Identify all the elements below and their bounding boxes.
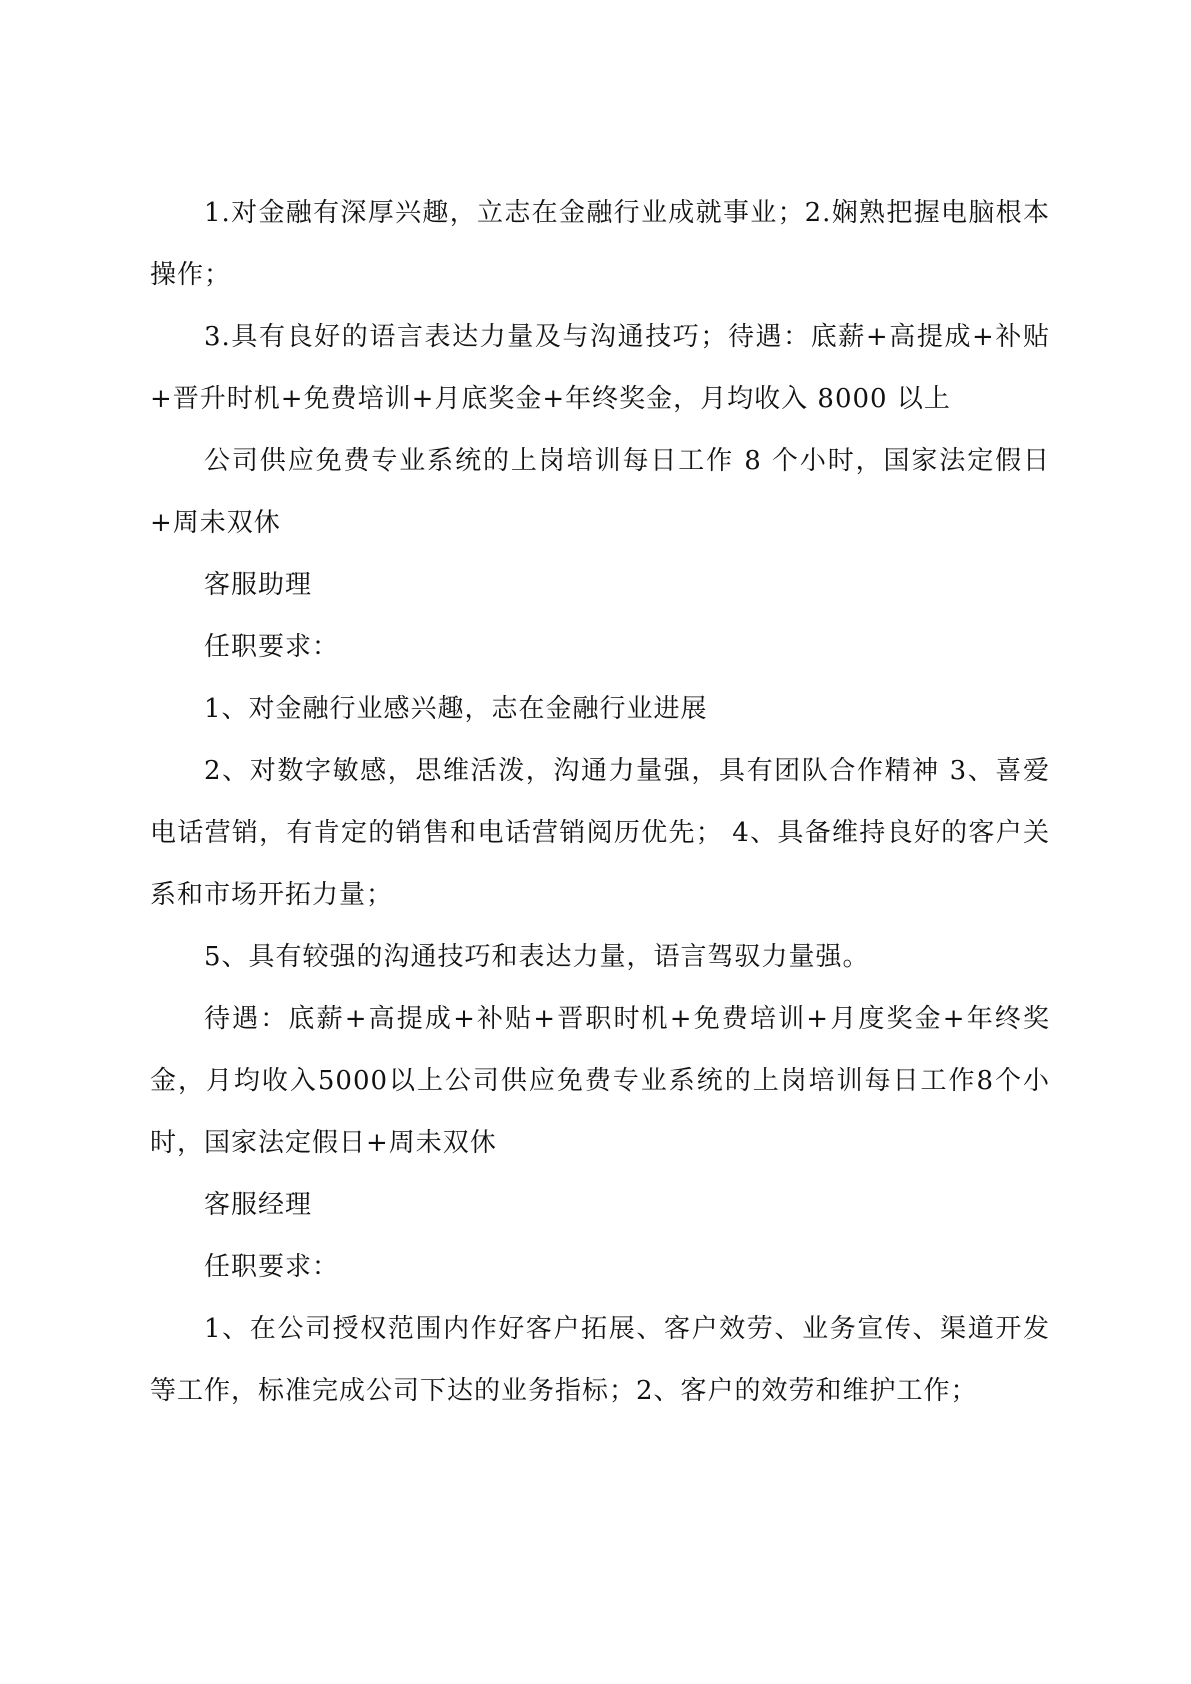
paragraph-training-and-hours: 公司供应免费专业系统的上岗培训每日工作 8 个小时，国家法定假日+周未双休: [150, 446, 1050, 538]
manager-requirements-1-2: 1、在公司授权范围内作好客户拓展、客户效劳、业务宣传、渠道开发等工作，标准完成公司下达的业务指标；2、客户的效劳和维护工作；: [150, 1314, 1050, 1406]
heading-customer-service-manager: 客服经理: [204, 1190, 313, 1220]
assistant-requirement-5: 5、具有较强的沟通技巧和表达力量，语言驾驭力量强。: [204, 942, 870, 972]
assistant-requirement-1: 1、对金融行业感兴趣，志在金融行业进展: [204, 694, 708, 724]
assistant-requirements-2-4: 2、对数字敏感，思维活泼，沟通力量强，具有团队合作精神 3、喜爱电话营销，有肯定的销售和电话营销阅历优先； 4、具备维持良好的客户关系和市场开拓力量；: [150, 756, 1050, 910]
heading-job-requirements-manager: 任职要求：: [204, 1252, 340, 1282]
document-body: [150, 182, 1050, 1422]
heading-customer-service-assistant: 客服助理: [204, 570, 313, 600]
paragraph-requirements-1-2: 1.对金融有深厚兴趣，立志在金融行业成就事业；2.娴熟把握电脑根本操作；: [150, 198, 1050, 290]
heading-job-requirements: 任职要求：: [204, 632, 340, 662]
paragraph-requirement-3-and-pay: 3.具有良好的语言表达力量及与沟通技巧；待遇：底薪+高提成+补贴+晋升时机+免费培训+月底奖金+年终奖金，月均收入 8000 以上: [150, 322, 1050, 414]
assistant-benefits: 待遇：底薪+高提成+补贴+晋职时机+免费培训+月度奖金+年终奖金，月均收入5000以上公司供应免费专业系统的上岗培训每日工作8个小时，国家法定假日+周未双休: [150, 1004, 1050, 1158]
